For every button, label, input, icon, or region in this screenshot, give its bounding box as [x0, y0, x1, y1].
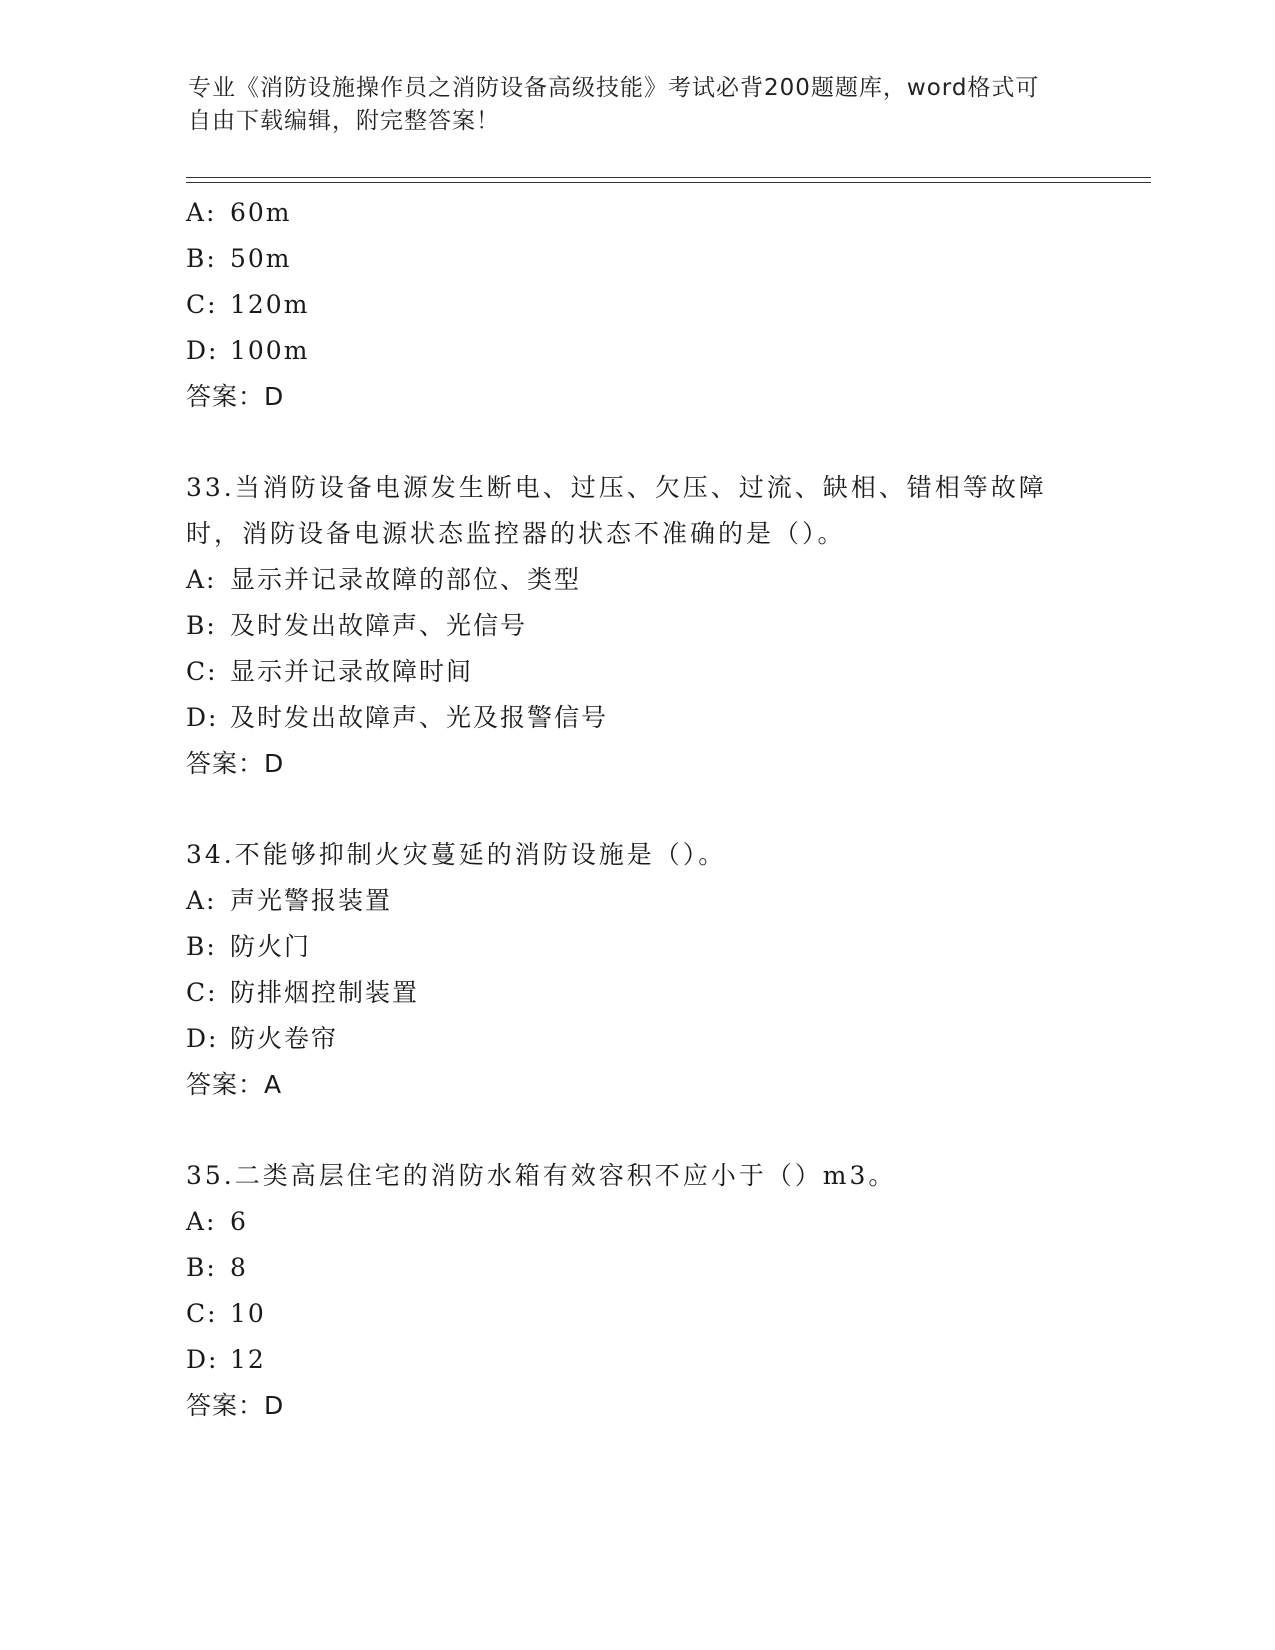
header-line-1: 专业《消防设施操作员之消防设备高级技能》考试必背200题题库，word格式可: [188, 75, 1040, 101]
question-34: [186, 832, 1086, 1108]
option-d: [186, 1337, 1086, 1383]
answer-line: 答案：D: [186, 749, 285, 778]
option-letter: D:: [186, 336, 219, 365]
answer-line: 答案：A: [186, 1070, 283, 1099]
option-letter: B:: [186, 611, 217, 640]
option-d: [186, 1016, 1086, 1062]
option-b: [186, 924, 1086, 970]
option-letter: B:: [186, 932, 217, 961]
option-a: [186, 190, 1086, 236]
option-text: 防火卷帘: [230, 1024, 339, 1053]
option-text: 显示并记录故障时间: [230, 657, 474, 686]
question-list: [186, 190, 1086, 1429]
option-letter: C:: [186, 290, 218, 319]
answer-line: 答案：D: [186, 1391, 285, 1420]
option-letter: C:: [186, 1299, 218, 1328]
option-letter: A:: [186, 565, 217, 594]
option-letter: A:: [186, 886, 217, 915]
option-text: 10: [230, 1299, 266, 1328]
option-a: [186, 878, 1086, 924]
option-text: 12: [230, 1345, 266, 1374]
option-letter: B:: [186, 1253, 217, 1282]
question-35: [186, 1153, 1086, 1429]
option-a: [186, 1199, 1086, 1245]
option-text: 50m: [230, 244, 292, 273]
option-text: 60m: [230, 198, 292, 227]
option-letter: B:: [186, 244, 217, 273]
option-text: 100m: [230, 336, 310, 365]
option-text: 显示并记录故障的部位、类型: [230, 565, 582, 594]
option-text: 120m: [230, 290, 310, 319]
option-letter: C:: [186, 978, 218, 1007]
option-b: [186, 1245, 1086, 1291]
option-c: [186, 282, 1086, 328]
option-a: [186, 557, 1086, 603]
header-line-2: 自由下载编辑，附完整答案！: [188, 108, 500, 134]
option-text: 6: [230, 1207, 248, 1236]
question-33: [186, 465, 1086, 787]
option-d: [186, 328, 1086, 374]
option-c: [186, 1291, 1086, 1337]
option-letter: D:: [186, 703, 219, 732]
option-d: [186, 695, 1086, 741]
option-letter: A:: [186, 198, 217, 227]
option-text: 及时发出故障声、光信号: [230, 611, 528, 640]
option-c: [186, 970, 1086, 1016]
option-letter: A:: [186, 1207, 217, 1236]
question-stem: 时，消防设备电源状态监控器的状态不准确的是（）。: [186, 519, 846, 548]
question-stem: 35.二类高层住宅的消防水箱有效容积不应小于（）m3。: [186, 1161, 897, 1190]
option-letter: C:: [186, 657, 218, 686]
answer-line: 答案：D: [186, 382, 285, 411]
option-c: [186, 649, 1086, 695]
option-letter: D:: [186, 1024, 219, 1053]
option-text: 及时发出故障声、光及报警信号: [230, 703, 609, 732]
option-text: 声光警报装置: [230, 886, 393, 915]
document-header: [188, 72, 1088, 138]
option-text: 8: [230, 1253, 248, 1282]
option-text: 防排烟控制装置: [230, 978, 420, 1007]
option-b: [186, 603, 1086, 649]
question-stem: 33.当消防设备电源发生断电、过压、欠压、过流、缺相、错相等故障: [186, 473, 1047, 502]
option-b: [186, 236, 1086, 282]
option-letter: D:: [186, 1345, 219, 1374]
option-text: 防火门: [230, 932, 312, 961]
question-stem: 34.不能够抑制火灾蔓延的消防设施是（）。: [186, 840, 727, 869]
question-partial: [186, 190, 1086, 420]
header-divider: [186, 177, 1151, 183]
